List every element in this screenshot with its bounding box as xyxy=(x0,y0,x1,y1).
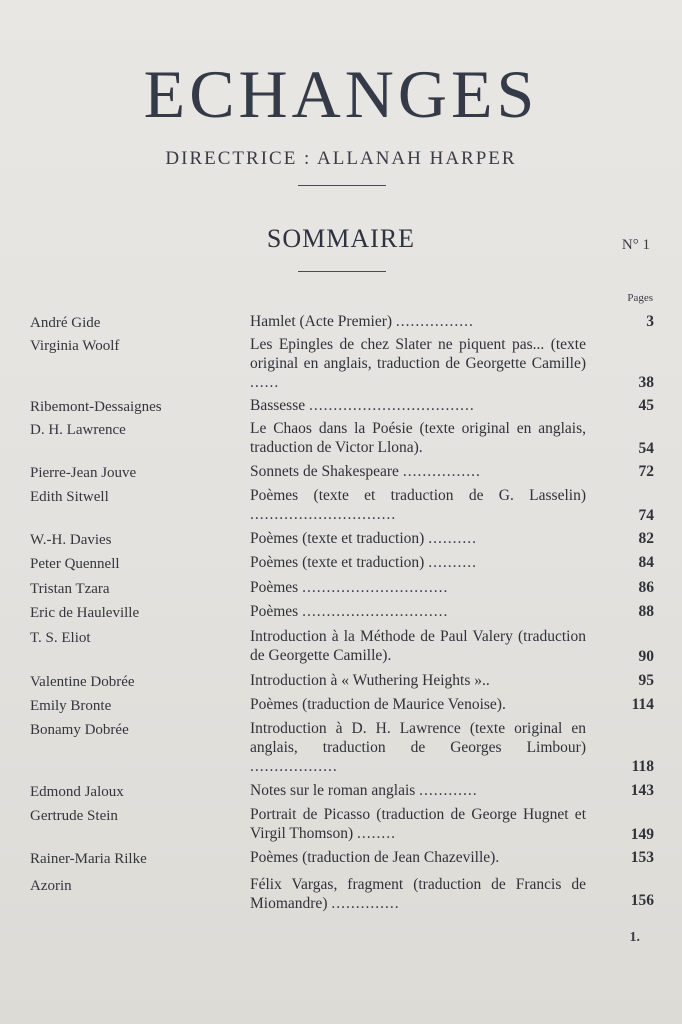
page-number: 95 xyxy=(638,672,654,689)
work-title: Poèmes .............................. xyxy=(250,603,449,620)
author-name: T. S. Eliot xyxy=(30,630,91,646)
author-name: Peter Quennell xyxy=(30,556,120,572)
work-title: Le Chaos dans la Poésie (texte original en anglais, traduction de Victor Llona). xyxy=(250,420,586,456)
author-name: Gertrude Stein xyxy=(30,808,118,824)
director-line: DIRECTRICE : ALLANAH HARPER xyxy=(165,148,517,169)
author-name: Virginia Woolf xyxy=(30,338,120,354)
page-number: 38 xyxy=(638,374,654,391)
work-title: Sonnets de Shakespeare ................ xyxy=(250,463,481,480)
work-title: Poèmes (texte et traduction) .......... xyxy=(250,554,477,571)
page-number: 72 xyxy=(638,463,654,480)
page-number: 90 xyxy=(638,648,654,665)
author-name: W.-H. Davies xyxy=(30,532,112,548)
page-number: 86 xyxy=(638,579,654,596)
work-title: Notes sur le roman anglais ............ xyxy=(250,782,478,799)
page-number: 74 xyxy=(638,507,654,524)
work-title: Félix Vargas, fragment (traduction de Francis de Miomandre) .............. xyxy=(250,876,586,912)
work-title: Introduction à D. H. Lawrence (texte original en anglais, traduction de Georges Limbour) .................. xyxy=(250,720,586,775)
pages-column-label: Pages xyxy=(627,292,653,304)
work-title: Poèmes .............................. xyxy=(250,579,449,596)
author-name: Tristan Tzara xyxy=(30,581,110,597)
work-title: Poèmes (traduction de Maurice Venoise). xyxy=(250,696,506,713)
work-title: Hamlet (Acte Premier) ................ xyxy=(250,313,474,330)
author-name: Rainer-Maria Rilke xyxy=(30,851,147,867)
work-title: Les Epingles de chez Slater ne piquent pas... (texte original en anglais, traduction de Georgette Camille) ...... xyxy=(250,336,586,391)
author-name: Edmond Jaloux xyxy=(30,784,124,800)
page-number: 82 xyxy=(638,530,654,547)
work-title: Introduction à la Méthode de Paul Valery (traduction de Georgette Camille). xyxy=(250,628,586,664)
contents-heading: SOMMAIRE xyxy=(266,224,416,253)
author-name: Emily Bronte xyxy=(30,698,112,714)
author-name: Bonamy Dobrée xyxy=(30,722,129,738)
divider-rule xyxy=(298,271,386,272)
issue-number: N° 1 xyxy=(621,237,650,253)
page-number: 149 xyxy=(630,826,654,843)
author-name: Valentine Dobrée xyxy=(30,674,135,690)
page-number: 118 xyxy=(631,758,654,775)
page-folio: 1. xyxy=(629,930,640,945)
work-title: Introduction à « Wuthering Heights ».. xyxy=(250,672,490,689)
page-number: 153 xyxy=(630,849,654,866)
page-number: 54 xyxy=(638,440,654,457)
page-number: 143 xyxy=(630,782,654,799)
author-name: Pierre-Jean Jouve xyxy=(30,465,137,481)
work-title: Poèmes (traduction de Jean Chazeville). xyxy=(250,849,500,866)
work-title: Poèmes (texte et traduction de G. Lasselin) .............................. xyxy=(250,487,586,523)
author-name: Azorin xyxy=(30,878,72,894)
author-name: Eric de Hauleville xyxy=(30,605,140,621)
divider-rule xyxy=(298,185,386,186)
page-number: 84 xyxy=(638,554,654,571)
page-number: 3 xyxy=(646,313,654,330)
work-title: Poèmes (texte et traduction) .......... xyxy=(250,530,477,547)
author-name: Ribemont-Dessaignes xyxy=(30,399,162,415)
page-number: 156 xyxy=(630,892,654,909)
work-title: Bassesse .................................. xyxy=(250,397,475,414)
page-number: 88 xyxy=(638,603,654,620)
journal-title: ECHANGES xyxy=(143,56,539,132)
work-title: Portrait de Picasso (traduction de George Hugnet et Virgil Thomson) ........ xyxy=(250,806,586,842)
author-name: Edith Sitwell xyxy=(30,489,109,505)
author-name: D. H. Lawrence xyxy=(30,422,126,438)
page-number: 114 xyxy=(631,696,654,713)
page-number: 45 xyxy=(638,397,654,414)
author-name: André Gide xyxy=(30,315,101,331)
